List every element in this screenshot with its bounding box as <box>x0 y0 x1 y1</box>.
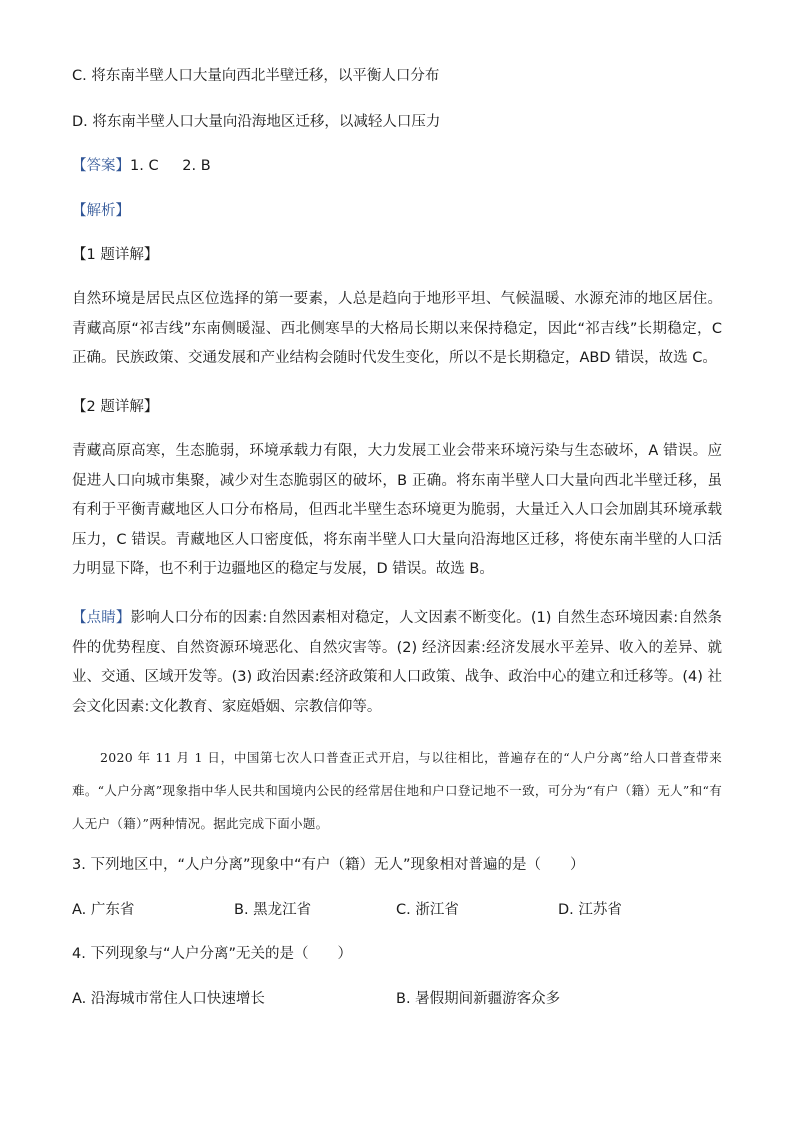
tips-label: 【点睛】 <box>72 610 131 626</box>
q1-detail-label: 【1 题详解】 <box>72 247 159 263</box>
q3-option-b: B. 黑龙江省 <box>234 902 312 918</box>
q3-stem: 3. 下列地区中，“人户分离”现象中“有户（籍）无人”现象相对普遍的是（ ） <box>72 857 585 873</box>
q3-option-c: C. 浙江省 <box>396 902 459 918</box>
q4-stem: 4. 下列现象与“人户分离”无关的是（ ） <box>72 946 352 962</box>
q4-option-b: B. 暑假期间新疆游客众多 <box>396 991 561 1007</box>
option-d-previous: D. 将东南半壁人口大量向沿海地区迁移，以减轻人口压力 <box>72 114 441 130</box>
q2-detail-label: 【2 题详解】 <box>72 399 159 415</box>
material-paragraph: 2020 年 11 月 1 日，中国第七次人口普查正式开启，与以往相比，普遍存在的“人户分离”给人口普查带来难。“人户分离”现象指中华人民共和国境内公民的经常居住地和户口登记地不一致，可分为“有户（籍）无人”和“有人无户（籍）”两种情况。据此完成下面小题。 <box>72 750 722 831</box>
tips-paragraph <box>72 604 722 722</box>
q1-detail-text: 自然环境是居民点区位选择的第一要素，人总是趋向于地形平坦、气候温暖、水源充沛的地区居住。青藏高原“祁吉线”东南侧暖湿、西北侧寒旱的大格局长期以来保持稳定，因此“祁吉线”长期稳定，C 正确。民族政策、交通发展和产业结构会随时代发生变化，所以不是长期稳定，ABD 错误，故选 C。 <box>72 291 722 366</box>
tips-text: 影响人口分布的因素:自然因素相对稳定，人文因素不断变化。(1) 自然生态环境因素:自然条件的优势程度、自然资源环境恶化、自然灾害等。(2) 经济因素:经济发展水平差异、收入的差异、就业、交通、区域开发等。(3) 政治因素:经济政策和人口政策、战争、政治中心的建立和迁移等。(4) 社会文化因素:文化教育、家庭婚姻、宗教信仰等。 <box>72 610 723 715</box>
analysis-label: 【解析】 <box>72 203 130 219</box>
answer-line <box>72 156 211 176</box>
q3-option-d: D. 江苏省 <box>558 902 622 918</box>
q3-option-a: A. 广东省 <box>72 902 135 918</box>
option-c-previous: C. 将东南半壁人口大量向西北半壁迁移，以平衡人口分布 <box>72 68 440 84</box>
q4-option-a: A. 沿海城市常住人口快速增长 <box>72 991 265 1007</box>
answer-label: 【答案】 <box>72 158 130 174</box>
answer-text: 1. C 2. B <box>130 158 211 174</box>
q2-detail-text: 青藏高原高寒，生态脆弱，环境承载力有限，大力发展工业会带来环境污染与生态破坏，A 错误。应促进人口向城市集聚，减少对生态脆弱区的破坏，B 正确。将东南半壁人口大量向西北半壁迁移，虽有利于平衡青藏地区人口分布格局，但西北半壁生态环境更为脆弱，大量迁入人口会加剧其环境承载压力，C 错误。青藏地区人口密度低，将东南半壁人口大量向沿海地区迁移，将使东南半壁的人口活力明显下降，也不利于边疆地区的稳定与发展，D 错误。故选 B。 <box>72 443 722 577</box>
